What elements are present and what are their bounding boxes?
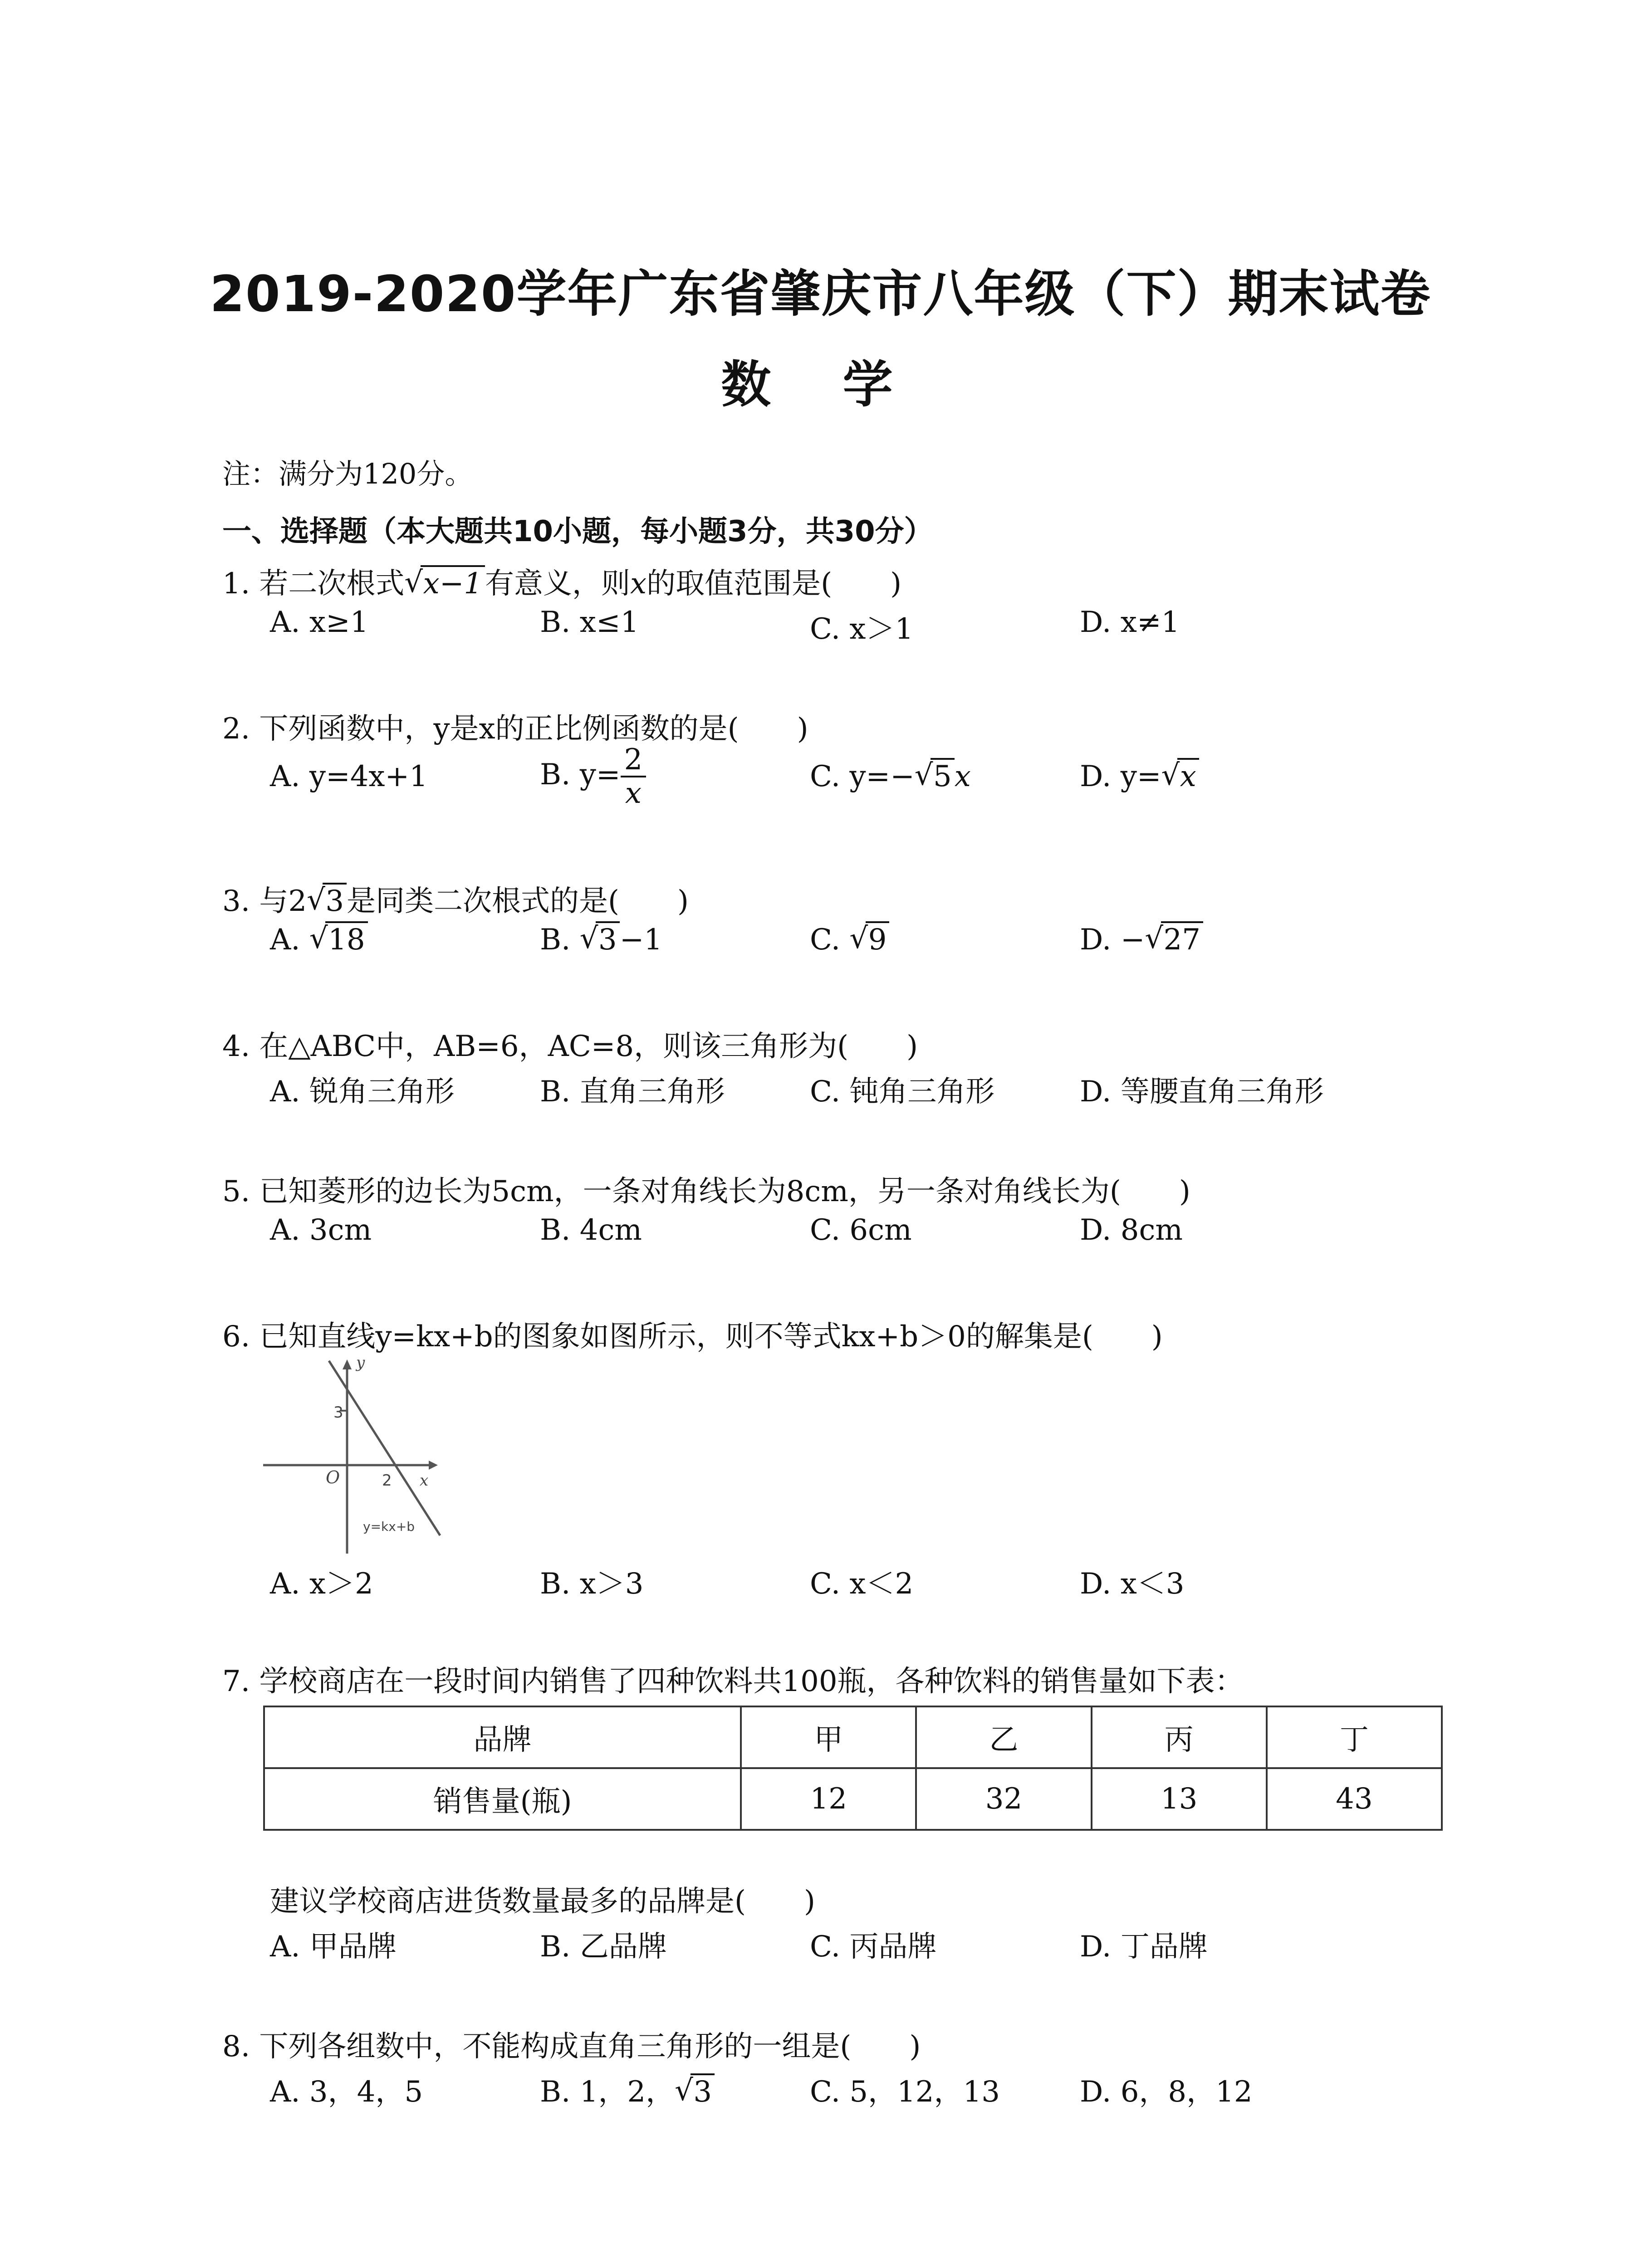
table-cell: 销售量(瓶): [264, 1768, 741, 1830]
question-6-option-a[interactable]: A. x＞2: [270, 1567, 373, 1601]
question-2-option-b[interactable]: B. y= $\frac{2}{x}$: [540, 744, 646, 810]
table-cell: 丁: [1267, 1706, 1442, 1768]
table-cell: 32: [916, 1768, 1091, 1830]
question-8-stem: 8. 下列各组数中，不能构成直角三角形的一组是( ): [222, 2030, 921, 2063]
exam-title: 2019-2020学年广东省肇庆市八年级（下）期末试卷: [210, 265, 1431, 323]
question-4-option-d[interactable]: D. 等腰直角三角形: [1080, 1075, 1324, 1109]
x-axis-label: x: [420, 1471, 429, 1490]
question-1-option-a[interactable]: A. x≥1: [270, 606, 369, 639]
score-note: 注：满分为120分。: [222, 457, 473, 490]
question-5-option-b[interactable]: B. 4cm: [540, 1213, 642, 1247]
question-7-option-d[interactable]: D. 丁品牌: [1080, 1930, 1208, 1964]
origin-label: O: [326, 1467, 340, 1487]
question-7-prompt: 建议学校商店进货数量最多的品牌是( ): [270, 1885, 815, 1918]
x-intercept-label: 2: [382, 1471, 392, 1490]
line-equation-label: y=kx+b: [363, 1519, 415, 1534]
section-heading: 一、选择题（本大题共10小题，每小题3分，共30分）: [222, 515, 933, 548]
question-5-stem: 5. 已知菱形的边长为5cm，一条对角线长为8cm，另一条对角线长为( ): [222, 1175, 1190, 1208]
question-6-stem: 6. 已知直线y=kx+b的图象如图所示，则不等式kx+b＞0的解集是( ): [222, 1320, 1163, 1354]
question-2-stem: 2. 下列函数中，y是x的正比例函数的是( ): [222, 712, 808, 746]
question-5-option-c[interactable]: C. 6cm: [810, 1213, 912, 1247]
question-5-option-d[interactable]: D. 8cm: [1080, 1213, 1183, 1247]
question-4-option-a[interactable]: A. 锐角三角形: [270, 1075, 455, 1109]
question-1-stem: 1. 若二次根式√ x−1有意义，则x的取值范围是( ): [222, 560, 901, 602]
table-cell: 43: [1267, 1768, 1442, 1830]
question-2-option-c[interactable]: C. y=−√ 5x: [810, 760, 971, 793]
question-1-option-c[interactable]: C. x＞1: [810, 612, 914, 646]
question-7-option-b[interactable]: B. 乙品牌: [540, 1930, 667, 1964]
question-8-option-c[interactable]: C. 5，12，13: [810, 2075, 1000, 2109]
question-6-option-c[interactable]: C. x＜2: [810, 1567, 914, 1601]
question-1-option-b[interactable]: B. x≤1: [540, 606, 639, 639]
table-cell: 13: [1092, 1768, 1267, 1830]
fraction: $\frac{2}{x}$: [621, 744, 647, 810]
question-1-option-d[interactable]: D. x≠1: [1080, 606, 1180, 639]
subject-title: 数 学: [721, 356, 920, 414]
question-3-stem: 3. 与2√ 3是同类二次根式的是( ): [222, 878, 689, 919]
linear-function-graph: [259, 1354, 454, 1554]
sqrt-expression: √ x−1: [404, 567, 485, 601]
question-8-option-a[interactable]: A. 3，4，5: [270, 2075, 423, 2109]
question-7-option-a[interactable]: A. 甲品牌: [270, 1930, 397, 1964]
table-cell: 丙: [1092, 1706, 1267, 1768]
question-4-option-b[interactable]: B. 直角三角形: [540, 1075, 725, 1109]
question-3-option-c[interactable]: C. √ 9: [810, 923, 889, 957]
question-6-option-d[interactable]: D. x＜3: [1080, 1567, 1185, 1601]
sales-table: [263, 1706, 1443, 1831]
question-7-stem: 7. 学校商店在一段时间内销售了四种饮料共100瓶，各种饮料的销售量如下表：: [222, 1665, 1244, 1698]
question-8-option-b[interactable]: B. 1，2，√ 3: [540, 2068, 715, 2110]
table-cell: 品牌: [264, 1706, 741, 1768]
question-3-option-d[interactable]: D. −√ 27: [1080, 923, 1203, 957]
function-line: [329, 1361, 440, 1535]
table-header-row: [264, 1706, 1442, 1768]
table-cell: 甲: [741, 1706, 916, 1768]
question-5-option-a[interactable]: A. 3cm: [270, 1213, 372, 1247]
question-6-option-b[interactable]: B. x＞3: [540, 1567, 644, 1601]
table-cell: 乙: [916, 1706, 1091, 1768]
y-axis-label: y: [356, 1354, 365, 1372]
question-3-option-a[interactable]: A. √ 18: [270, 923, 368, 957]
question-4-stem: 4. 在△ABC中，AB=6，AC=8，则该三角形为( ): [222, 1030, 918, 1063]
table-cell: 12: [741, 1768, 916, 1830]
question-2-option-a[interactable]: A. y=4x+1: [270, 760, 428, 793]
question-2-option-d[interactable]: D. y=√ x: [1080, 760, 1199, 793]
question-7-option-c[interactable]: C. 丙品牌: [810, 1930, 937, 1964]
question-4-option-c[interactable]: C. 钝角三角形: [810, 1075, 995, 1109]
y-intercept-label: 3: [333, 1403, 343, 1422]
question-8-option-d[interactable]: D. 6，8，12: [1080, 2075, 1253, 2109]
table-row: [264, 1768, 1442, 1830]
x-axis-arrow: [429, 1461, 438, 1470]
y-axis-arrow: [343, 1359, 352, 1369]
question-3-option-b[interactable]: B. √ 3−1: [540, 923, 662, 957]
